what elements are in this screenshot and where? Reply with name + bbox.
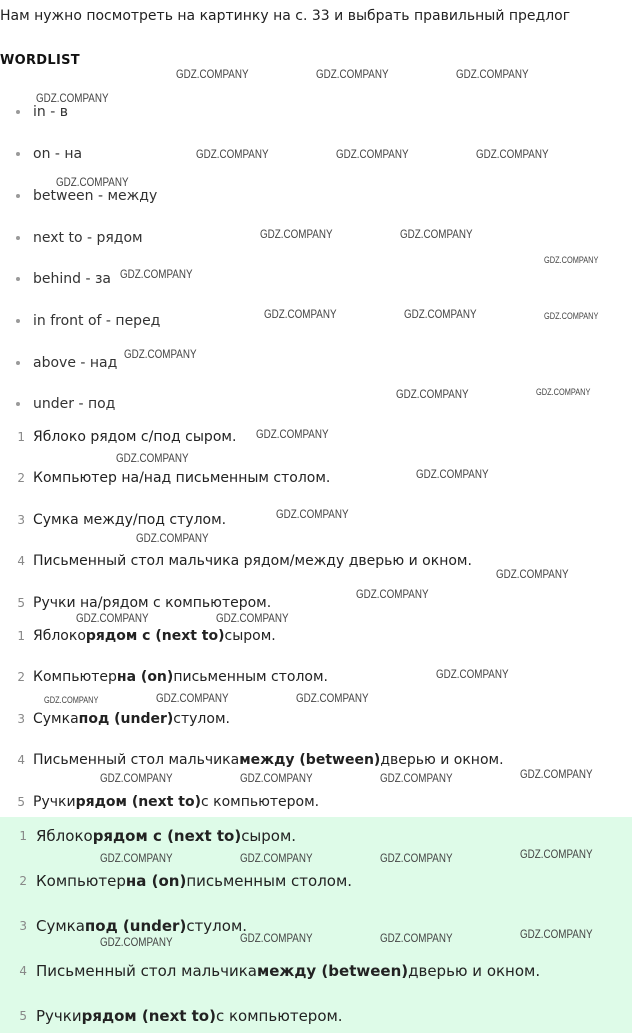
watermark: GDZ.COMPANY [400, 227, 473, 241]
answer-highlight-item: 1 Яблоко рядом с (next to) сыром. [19, 827, 297, 845]
wordlist-item: under - под [16, 394, 115, 414]
watermark: GDZ.COMPANY [380, 931, 453, 945]
watermark: GDZ.COMPANY [100, 935, 173, 949]
watermark: GDZ.COMPANY [240, 771, 313, 785]
watermark: GDZ.COMPANY [44, 695, 99, 705]
wordlist-item: on - на [16, 144, 82, 164]
answer-item: 1 Яблоко рядом с (next to) сыром. [17, 628, 276, 644]
watermark: GDZ.COMPANY [276, 507, 349, 521]
bullet-icon [16, 277, 20, 281]
watermark: GDZ.COMPANY [544, 311, 599, 321]
bullet-icon [16, 236, 20, 240]
answer-highlight-item: 5 Ручки рядом (next to) с компьютером. [19, 1007, 343, 1025]
exercise-item: 1 Яблоко рядом с/под сыром. [17, 429, 237, 445]
wordlist-item: in front of - перед [16, 311, 160, 331]
exercise-item: 4 Письменный стол мальчика рядом/между дверью и окном. [17, 553, 472, 569]
watermark: GDZ.COMPANY [380, 851, 453, 865]
watermark: GDZ.COMPANY [240, 931, 313, 945]
watermark: GDZ.COMPANY [416, 467, 489, 481]
watermark: GDZ.COMPANY [456, 67, 529, 81]
wordlist-item: above - над [16, 353, 117, 373]
watermark: GDZ.COMPANY [216, 611, 289, 625]
watermark: GDZ.COMPANY [436, 667, 509, 681]
wordlist-item: between - между [16, 186, 157, 206]
bullet-icon [16, 194, 20, 198]
watermark: GDZ.COMPANY [520, 927, 593, 941]
watermark: GDZ.COMPANY [120, 267, 193, 281]
bullet-icon [16, 319, 20, 323]
watermark: GDZ.COMPANY [476, 147, 549, 161]
watermark: GDZ.COMPANY [116, 451, 189, 465]
watermark: GDZ.COMPANY [36, 91, 109, 105]
exercise-item: 3 Сумка между/под стулом. [17, 512, 227, 528]
watermark: GDZ.COMPANY [176, 67, 249, 81]
watermark: GDZ.COMPANY [76, 611, 149, 625]
watermark: GDZ.COMPANY [264, 307, 337, 321]
watermark: GDZ.COMPANY [196, 147, 269, 161]
watermark: GDZ.COMPANY [56, 175, 129, 189]
watermark: GDZ.COMPANY [396, 387, 469, 401]
bullet-icon [16, 361, 20, 365]
bullet-icon [16, 110, 20, 114]
answer-highlight-item: 3 Сумка под (under) стулом. [19, 917, 248, 935]
watermark: GDZ.COMPANY [124, 347, 197, 361]
wordlist-title: WORDLIST [0, 53, 80, 68]
answer-highlight-item: 4 Письменный стол мальчика между (between) дверью и окном. [19, 962, 541, 980]
watermark: GDZ.COMPANY [296, 691, 369, 705]
answer-highlight-item: 2 Компьютер на (on) письменным столом. [19, 872, 353, 890]
watermark: GDZ.COMPANY [380, 771, 453, 785]
watermark: GDZ.COMPANY [336, 147, 409, 161]
wordlist-item: next to - рядом [16, 228, 143, 248]
watermark: GDZ.COMPANY [256, 427, 329, 441]
answer-item: 5 Ручки рядом (next to) с компьютером. [17, 794, 320, 810]
exercise-item: 5 Ручки на/рядом с компьютером. [17, 595, 272, 611]
watermark: GDZ.COMPANY [100, 771, 173, 785]
bullet-icon [16, 402, 20, 406]
exercise-item: 2 Компьютер на/над письменным столом. [17, 470, 331, 486]
wordlist-item: behind - за [16, 269, 111, 289]
answer-item: 2 Компьютер на (on) письменным столом. [17, 669, 329, 685]
watermark: GDZ.COMPANY [536, 387, 591, 397]
watermark: GDZ.COMPANY [156, 691, 229, 705]
watermark: GDZ.COMPANY [404, 307, 477, 321]
watermark: GDZ.COMPANY [240, 851, 313, 865]
bullet-icon [16, 152, 20, 156]
answer-item: 4 Письменный стол мальчика между (between) дверью и окном. [17, 752, 504, 768]
watermark: GDZ.COMPANY [544, 255, 599, 265]
watermark: GDZ.COMPANY [520, 847, 593, 861]
watermark: GDZ.COMPANY [520, 767, 593, 781]
watermark: GDZ.COMPANY [356, 587, 429, 601]
wordlist-item: in - в [16, 102, 68, 122]
answer-item: 3 Сумка под (under) стулом. [17, 711, 230, 727]
watermark: GDZ.COMPANY [316, 67, 389, 81]
watermark: GDZ.COMPANY [136, 531, 209, 545]
intro-text: Нам нужно посмотреть на картинку на с. 33 и выбрать правильный предлог [0, 8, 571, 24]
watermark: GDZ.COMPANY [496, 567, 569, 581]
watermark: GDZ.COMPANY [260, 227, 333, 241]
watermark: GDZ.COMPANY [100, 851, 173, 865]
